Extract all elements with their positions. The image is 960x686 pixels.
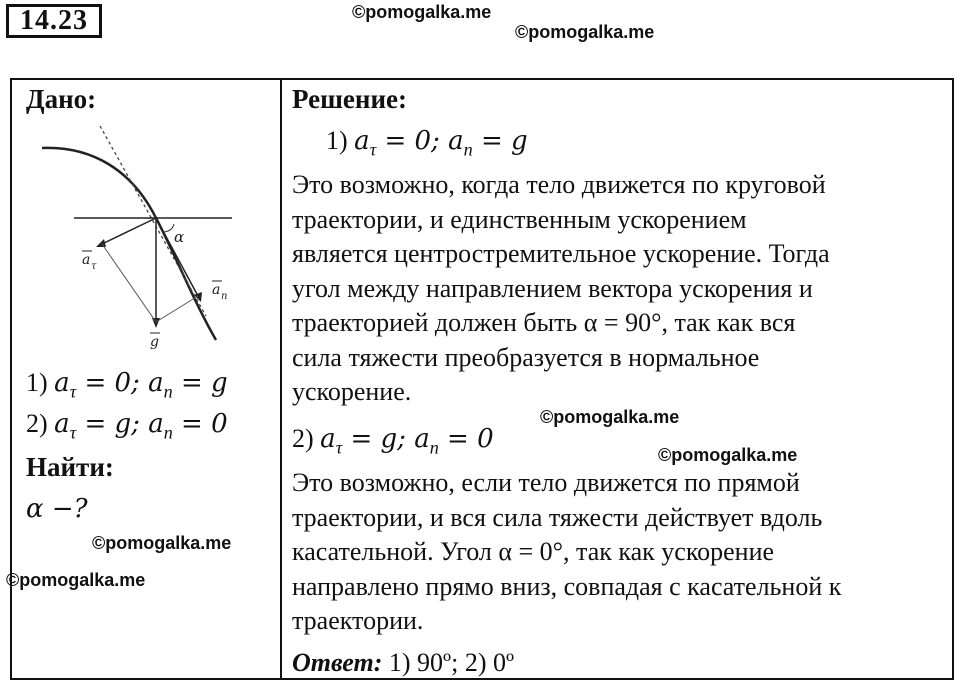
text-line: траектории, и единственным ускорением [292, 204, 747, 234]
watermark: ©pomogalka.me [540, 407, 680, 427]
math-sub-tau: τ [69, 422, 77, 443]
alpha-label: α [174, 228, 185, 246]
g-label: g [150, 334, 159, 350]
a-tau-label-sub: τ [91, 261, 97, 272]
case-prefix: 2) [292, 424, 321, 453]
a-tau-label: a [82, 252, 91, 268]
math-a: a [54, 409, 70, 439]
case-prefix: 2) [26, 409, 55, 438]
answer [292, 646, 514, 680]
text-line: Это возможно, когда тело движется по круговой [292, 170, 826, 199]
case-prefix: 1) [26, 368, 55, 397]
math-eq: = g [472, 126, 528, 156]
figure-background [22, 120, 262, 360]
find-expression: α −? [26, 494, 88, 524]
watermark: ©pomogalka.me [515, 22, 655, 42]
math-eq: = 0; [76, 368, 149, 398]
a-n-label: a [212, 282, 221, 298]
math-eq: = 0 [172, 409, 228, 439]
math-eq: = 0 [438, 424, 494, 454]
case-prefix: 1) [326, 126, 355, 155]
math-sub-n: n [463, 139, 473, 160]
solution-case-1 [326, 124, 528, 166]
a-n-label-sub: n [221, 291, 228, 302]
math-a: a [148, 409, 164, 439]
math-a: a [448, 126, 464, 156]
math-sub-tau: τ [369, 139, 377, 160]
text-line: траекторией должен быть α = 90°, так как вся [292, 308, 796, 337]
solution-paragraph-1 [292, 168, 942, 410]
text-line: ускорение. [292, 377, 412, 406]
solution-heading: Решение: [292, 84, 407, 114]
math-eq: = g [172, 368, 228, 398]
trajectory-figure [22, 120, 262, 360]
text-line: угол между направлением вектора ускорения и [292, 273, 813, 303]
problem-number: 14.23 [6, 4, 102, 38]
math-eq: = g; [76, 409, 149, 439]
math-sub-tau: τ [335, 437, 343, 458]
math-a: a [148, 368, 164, 398]
find-heading: Найти: [26, 452, 114, 482]
text-line: траектории, и вся сила тяжести действует вдоль [292, 502, 823, 532]
given-heading: Дано: [26, 84, 97, 114]
text-line: касательной. Угол α = 0°, так как ускорение [292, 537, 775, 566]
solution-column [282, 80, 952, 678]
math-sub-n: n [429, 437, 439, 458]
math-a: a [354, 126, 370, 156]
given-case-2 [26, 407, 228, 449]
math-eq: = g; [342, 424, 415, 454]
solution-paragraph-2 [292, 466, 942, 639]
math-a: a [320, 424, 336, 454]
text-line: направлено прямо вниз, совпадая с касательной к [292, 571, 842, 601]
math-eq: = 0; [376, 126, 449, 156]
text-line: Это возможно, если тело движется по прямой [292, 468, 800, 497]
math-sub-n: n [163, 422, 173, 443]
math-sub-tau: τ [69, 381, 77, 402]
watermark: ©pomogalka.me [92, 533, 232, 553]
math-sub-n: n [163, 381, 173, 402]
answer-value: 1) 90º; 2) 0º [382, 648, 515, 677]
text-line: траектории. [292, 606, 424, 635]
answer-label: Ответ: [292, 648, 383, 677]
text-line: сила тяжести преобразуется в нормальное [292, 342, 760, 372]
math-a: a [414, 424, 430, 454]
text-line: является центростремительное ускорение. Тогда [292, 239, 830, 268]
problem-table [10, 78, 954, 680]
watermark: ©pomogalka.me [352, 2, 492, 22]
watermark: ©pomogalka.me [658, 445, 798, 465]
math-a: a [54, 368, 70, 398]
solution-case-2 [292, 422, 494, 464]
given-case-1 [26, 366, 228, 408]
watermark: ©pomogalka.me [6, 570, 146, 590]
